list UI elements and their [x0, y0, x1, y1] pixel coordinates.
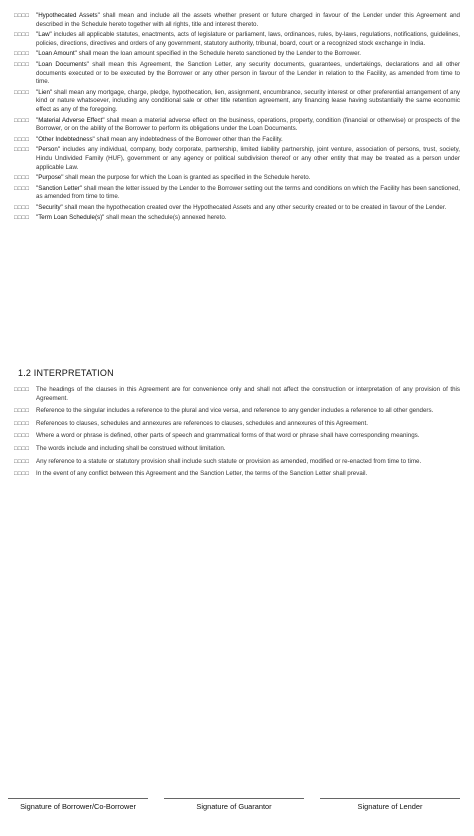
- definition-text: shall mean the hypothecation created over the Hypothecated Assets and any other security created or to be created in favour of the Lender.: [62, 203, 447, 211]
- bullet-marker: □□□□: [14, 61, 30, 68]
- definition-text: shall mean the purpose for which the Loan is granted as specified in the Schedule hereto.: [63, 174, 311, 182]
- defined-term: "Loan Documents": [36, 60, 89, 68]
- definition-text: shall mean the letter issued by the Lender to the Borrower setting out the terms and conditions on which the Facility has been sanctioned, as amended from time to time.: [36, 184, 461, 201]
- bullet-marker: □□□□: [14, 433, 30, 440]
- bullet-marker: □□□□: [14, 13, 30, 19]
- definition-text: includes all applicable statutes, enactments, acts of legislature or parliament, laws, ordinances, rules, by-laws, regulations, notifications, guidelines, policies, directions, directives and orders of any government, statutory authority, tribunal, board, court or a recognized stock exchange in India.: [36, 31, 460, 47]
- defined-term: "Law": [36, 31, 52, 39]
- definition-item: [14, 12, 460, 29]
- signature-block-borrower: [8, 798, 148, 811]
- definition-item: [14, 204, 460, 213]
- bullet-marker: □□□□: [14, 420, 30, 427]
- bullet-marker: □□□□: [14, 32, 30, 39]
- definition-text: shall mean this Agreement, the Sanction Letter, any security documents, guarantees, undertakings, declarations and all other documents executed or to be executed by the Borrower or any other person in favour of the Lender in relation to the Facility, as amended from time to time.: [36, 60, 461, 86]
- bullet-marker: □□□□: [14, 185, 30, 192]
- signature-row: [0, 798, 474, 818]
- interpretation-item: [14, 420, 460, 429]
- bullet-marker: □□□□: [14, 204, 30, 211]
- definition-text: includes any individual, company, body corporate, partnership, limited liability partnership, joint venture, association of persons, trust, society, Hindu Undivided Family (HUF), government or any agency or political subdivision thereof or any other entity that may be treated as a person under applicable Law.: [36, 146, 460, 171]
- definition-item: [14, 174, 460, 183]
- definition-item: [14, 50, 460, 59]
- bullet-marker: □□□□: [14, 136, 30, 143]
- section-heading: 1.2 INTERPRETATION: [18, 368, 114, 378]
- interpretation-text: Any reference to a statute or statutory provision shall include such statute or provision as amended, modified or re-enacted from time to time.: [36, 457, 422, 465]
- definition-item: [14, 31, 460, 48]
- defined-term: "Hypothecated Assets": [36, 12, 100, 19]
- definition-item: [14, 214, 460, 223]
- interpretation-item: [14, 458, 460, 467]
- interpretation-text: The headings of the clauses in this Agreement are for convenience only and shall not affect the construction or interpretation of any provision of this Agreement.: [36, 386, 460, 402]
- interpretation-item: [14, 386, 460, 403]
- bullet-marker: □□□□: [14, 51, 30, 58]
- bullet-marker: □□□□: [14, 408, 30, 415]
- defined-term: "Security": [36, 203, 63, 211]
- bullet-marker: □□□□: [14, 147, 30, 154]
- interpretation-item: [14, 407, 460, 416]
- defined-term: "Sanction Letter": [36, 184, 83, 192]
- interpretation-text: In the event of any conflict between this Agreement and the Sanction Letter, the terms of the Sanction Letter shall prevail.: [36, 470, 368, 478]
- interpretation-text: The words include and including shall be construed without limitation.: [36, 444, 226, 452]
- definition-item: [14, 136, 460, 145]
- signature-line: [320, 798, 460, 799]
- definition-item: [14, 146, 460, 172]
- bullet-marker: □□□□: [14, 387, 30, 393]
- defined-term: "Other Indebtedness": [36, 135, 95, 143]
- signature-label: Signature of Lender: [357, 802, 423, 811]
- bullet-marker: □□□□: [14, 445, 30, 452]
- signature-block-guarantor: [164, 798, 304, 811]
- definition-text: shall mean and include all the assets whether present or future charged in favour of the Lender under this Agreement and described in the Schedule hereto together with all rights, title and interest thereto.: [36, 12, 460, 28]
- bullet-marker: □□□□: [14, 471, 30, 478]
- definition-text: shall mean any mortgage, charge, pledge, hypothecation, lien, assignment, encumbrance, security interest or other preferential arrangement of any kind or nature whatsoever, including any conditional sale or other title retention agreement, any financing lease having substantially the same economic effect as any of the foregoing.: [36, 88, 460, 113]
- interpretation-text: References to clauses, schedules and annexures are references to clauses, schedules and annexures of this Agreement.: [36, 419, 368, 427]
- signature-line: [8, 798, 148, 799]
- bullet-marker: □□□□: [14, 175, 30, 182]
- interpretation-item: [14, 432, 460, 441]
- interpretation-list: [14, 386, 460, 483]
- interpretation-item: [14, 445, 460, 454]
- definitions-list: [14, 12, 460, 225]
- bullet-marker: □□□□: [14, 458, 30, 465]
- bullet-marker: □□□□: [14, 215, 30, 222]
- definition-item: [14, 61, 460, 87]
- interpretation-text: Reference to the singular includes a reference to the plural and vice versa, and reference to any gender includes a reference to all other genders.: [36, 407, 434, 415]
- signature-line: [164, 798, 304, 799]
- interpretation-item: [14, 470, 460, 479]
- definition-item: [14, 185, 460, 202]
- signature-label: Signature of Borrower/Co-Borrower: [20, 802, 136, 811]
- defined-term: "Person": [36, 146, 60, 154]
- definition-item: [14, 89, 460, 115]
- bullet-marker: □□□□: [14, 89, 30, 96]
- interpretation-text: Where a word or phrase is defined, other parts of speech and grammatical forms of that word or phrase shall have corresponding meanings.: [36, 432, 420, 440]
- definition-item: [14, 117, 460, 134]
- defined-term: "Lien": [36, 88, 53, 96]
- definition-text: shall mean a material adverse effect on the business, operations, property, condition (financial or otherwise) or prospects of the Borrower, or on the ability of the Borrower to perform its obligations under the Loan Documents.: [36, 116, 460, 133]
- defined-term: "Loan Amount": [36, 50, 77, 58]
- signature-label: Signature of Guarantor: [196, 802, 272, 811]
- defined-term: "Purpose": [36, 174, 64, 182]
- definition-text: shall mean the loan amount specified in the Schedule hereto sanctioned by the Lender to the Borrower.: [76, 50, 361, 58]
- bullet-marker: □□□□: [14, 117, 30, 124]
- defined-term: "Term Loan Schedule(s)": [36, 214, 105, 222]
- definition-text: shall mean any indebtedness of the Borrower other than the Facility.: [94, 135, 283, 143]
- defined-term: "Material Adverse Effect": [36, 116, 105, 124]
- definition-text: shall mean the schedule(s) annexed hereto.: [104, 214, 227, 222]
- signature-block-lender: [320, 798, 460, 811]
